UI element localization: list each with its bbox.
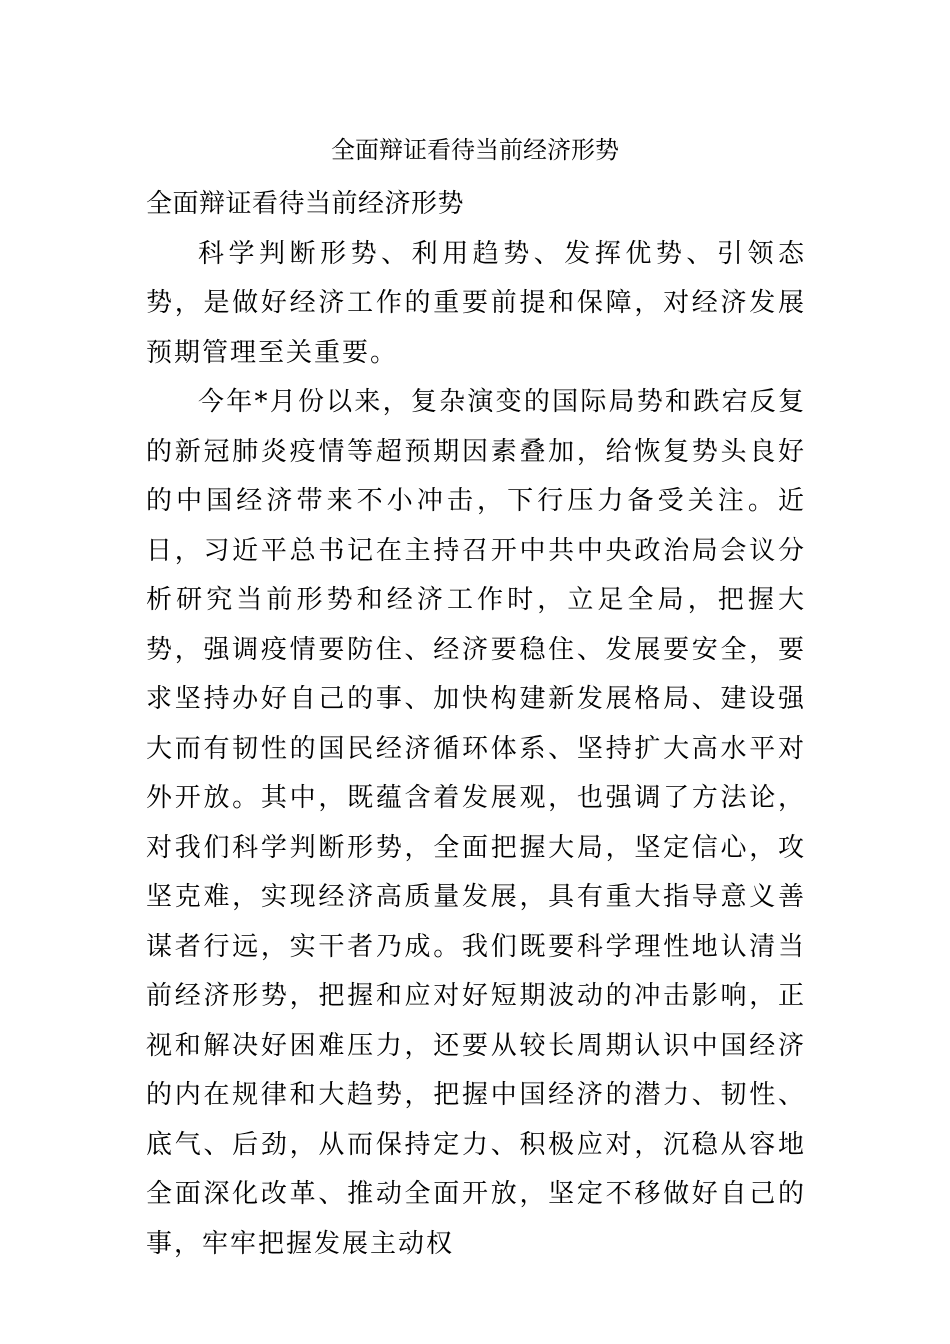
- document-subtitle: 全面辩证看待当前经济形势: [146, 189, 465, 219]
- paragraph-2: 今年*月份以来，复杂演变的国际局势和跌宕反复的新冠肺炎疫情等超预期因素叠加，给恢复势头良好的中国经济带来不小冲击，下行压力备受关注。近日，习近平总书记在主持召开中共中央政治局会议分析研究当前形势和经济工作时，立足全局，把握大势，强调疫情要防住、经济要稳住、发展要安全，要求坚持办好自己的事、加快构建新发展格局、建设强大而有韧性的国民经济循环体系、坚持扩大高水平对外开放。其中，既蕴含着发展观，也强调了方法论，对我们科学判断形势，全面把握大局，坚定信心，攻坚克难，实现经济高质量发展，具有重大指导意义善谋者行远，实干者乃成。我们既要科学理性地认清当前经济形势，把握和应对好短期波动的冲击影响，正视和解决好困难压力，还要从较长周期认识中国经济的内在规律和大趋势，把握中国经济的潜力、韧性、底气、后劲，从而保持定力、积极应对，沉稳从容地全面深化改革、推动全面开放，坚定不移做好自己的事，牢牢把握发展主动权: [146, 387, 806, 1259]
- document-body: [146, 180, 806, 1269]
- document-title: 全面辩证看待当前经济形势: [331, 136, 619, 164]
- paragraph-1: 科学判断形势、利用趋势、发挥优势、引领态势，是做好经济工作的重要前提和保障，对经济发展预期管理至关重要。: [146, 238, 806, 368]
